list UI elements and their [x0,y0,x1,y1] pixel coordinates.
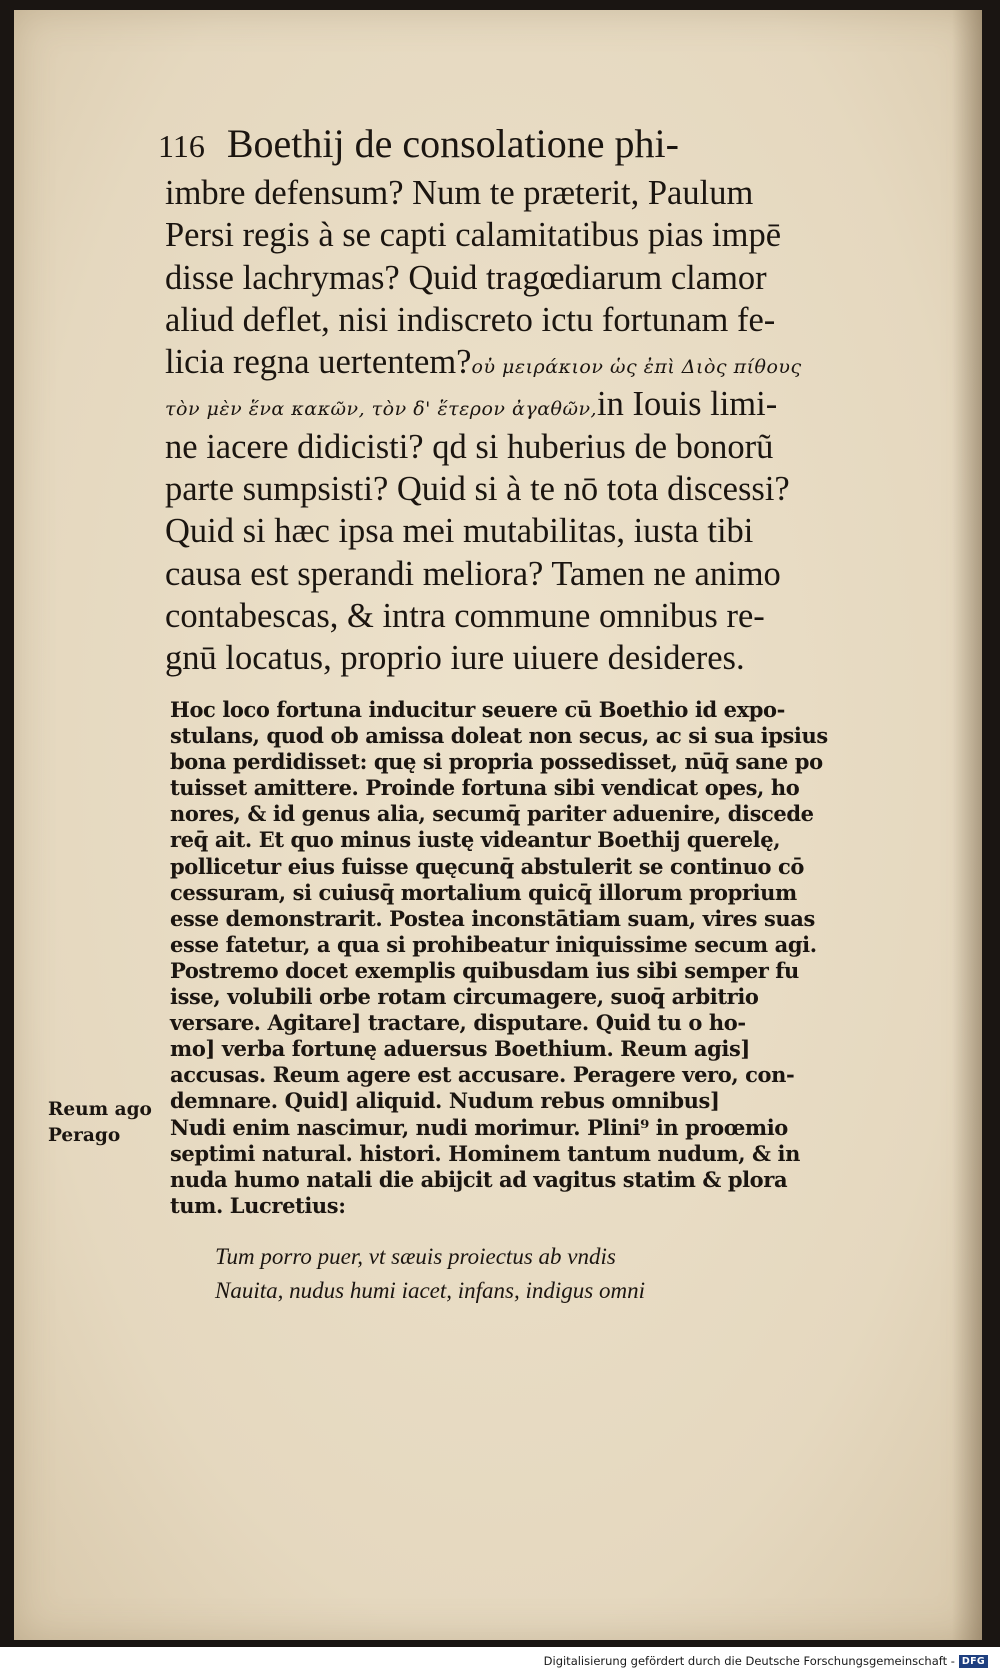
commentary-line: esse demonstrarit. Postea inconstātiam suam, vires suas [170,905,815,931]
main-text-line: aliud deflet, nisi indiscreto ictu fortunam fe- [165,300,776,339]
commentary-line: Hoc loco fortuna inducitur seuere cū Boethio id expo- [170,697,785,722]
main-text-line: causa est sperandi meliora? Tamen ne animo [165,554,781,593]
latin-phrase: licia regna uertentem? [165,343,472,382]
commentary-line: req̄ ait. Et quo minus iustę videantur Boethij querelę, [170,827,781,853]
commentary-line: bona perdidisset: quę si propria possedisset, nūq̄ sane po [170,749,823,775]
page-number: 116 [158,128,205,164]
lucretius-quotation [215,1240,815,1308]
main-text-line [165,383,885,425]
commentary-line: Postremo docet exemplis quibusdam ius sibi semper fu [170,957,799,983]
margin-note-reum-ago: Reum ago [48,1099,152,1120]
commentary-block [170,697,870,1219]
quote-line: Tum porro puer, vt sæuis proiectus ab vndis [215,1244,616,1269]
greek-quotation: τὸν μὲν ἕνα κακῶν, τὸν δ' ἕτερον ἀγαθῶν, [165,398,598,421]
main-text-line: gnū locatus, proprio iure uiuere desideres. [165,639,745,678]
main-text-line: ne iacere didicisti? qd si huberius de bonorũ [165,427,774,466]
running-title: Boethij de consolatione phi- [226,121,679,166]
main-text-line: Persi regis à se capti calamitatibus pias impē [165,216,782,255]
latin-phrase: in Iouis limi- [597,385,778,424]
commentary-line: nores, & id genus alia, secumq̄ pariter aduenire, discede [170,801,814,827]
main-text-block [165,172,885,680]
main-text-line: parte sumpsisti? Quid si à te nō tota discessi? [165,470,790,509]
page-header [158,120,878,167]
page-gutter-shadow [952,10,982,1640]
dfg-logo: DFG [959,1655,988,1668]
main-text-line: imbre defensum? Num te præterit, Paulum [165,174,754,212]
commentary-line: demnare. Quid] aliquid. Nudum rebus omnibus] [170,1088,720,1114]
main-text-line: disse lachrymas? Quid tragœdiarum clamor [165,258,767,297]
credit-text: Digitalisierung gefördert durch die Deutsche Forschungsgemeinschaft - [543,1654,955,1668]
main-text-line: contabescas, & intra commune omnibus re- [165,596,765,635]
commentary-line: mo] verba fortunę aduersus Boethium. Reum agis] [170,1036,750,1062]
commentary-line: stulans, quod ob amissa doleat non secus, ac si sua ipsius [170,723,828,749]
commentary-line: tuisset amittere. Proinde fortuna sibi vendicat opes, ho [170,775,800,801]
commentary-line: isse, volubili orbe rotam circumagere, suoq̄ arbitrio [170,984,759,1010]
commentary-line: versare. Agitare] tractare, disputare. Quid tu o ho- [170,1010,746,1036]
main-text-line: Quid si hæc ipsa mei mutabilitas, iusta tibi [165,512,754,551]
commentary-line: septimi natural. histori. Hominem tantum nudum, & in [170,1140,800,1166]
commentary-line: pollicetur eius fuisse quęcunq̄ abstulerit se continuo cō [170,853,805,879]
commentary-line: Nudi enim nascimur, nudi morimur. Plini⁹ in proœmio [170,1114,788,1140]
commentary-line: esse fatetur, a qua si prohibeatur iniquissime secum agi. [170,931,817,957]
commentary-line: accusas. Reum agere est accusare. Peragere vero, con- [170,1062,795,1088]
main-text-line [165,341,885,383]
commentary-line: cessuram, si cuiusq̄ mortalium quicq̄ illorum proprium [170,879,797,905]
margin-note-perago: Perago [48,1125,121,1146]
digitization-credit [544,1652,988,1670]
commentary-line: tum. Lucretius: [170,1192,346,1218]
quote-line: Nauita, nudus humi iacet, infans, indigus omni [215,1278,645,1303]
greek-quotation: οὐ μειράκιον ὡς ἐπὶ Διὸς πίθους [471,356,802,379]
commentary-line: nuda humo natali die abijcit ad vagitus statim & plora [170,1166,788,1192]
